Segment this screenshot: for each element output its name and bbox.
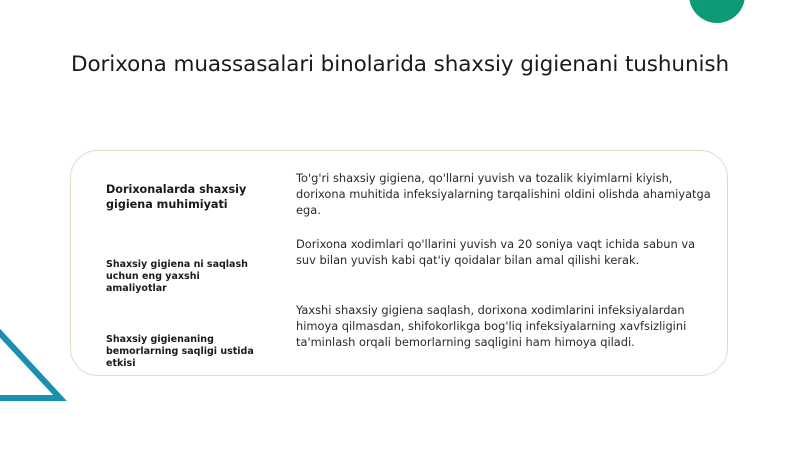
row-label-patient-impact: Shaxsiy gigienaning bemorlarning saqligi ustida etkisi — [106, 334, 254, 369]
slide-title: Dorixona muassasalari binolarida shaxsiy gigienani tushunish — [71, 52, 729, 77]
decorative-triangle — [0, 280, 70, 420]
row-label-best-practices: Shaxsiy gigiena ni saqlash uchun eng yaxshi amaliyotlar — [106, 259, 248, 294]
row-label-importance: Dorixonalarda shaxsiy gigiena muhimiyati — [106, 183, 247, 211]
row-text-best-practices: Dorixona xodimlari qo'llarini yuvish va 20 soniya vaqt ichida sabun va suv bilan yuvish kabi qat'iy qoidalar bilan amal qilishi kerak. — [296, 237, 696, 267]
row-text-importance: To'g'ri shaxsiy gigiena, qo'llarni yuvish va tozalik kiyimlarni kiyish, dorixona muhitida infeksiyalarning tarqalishini oldini olishda ahamiyatga ega. — [296, 171, 711, 217]
decorative-circle — [689, 0, 745, 23]
row-text-patient-impact: Yaxshi shaxsiy gigiena saqlash, dorixona xodimlarini infeksiyalardan himoya qilmasdan, shifokorlikga bog'liq infeksiyalarning xavfsizligini ta'minlash orqali bemorlarning saqligini ham himoya qiladi. — [296, 303, 687, 349]
